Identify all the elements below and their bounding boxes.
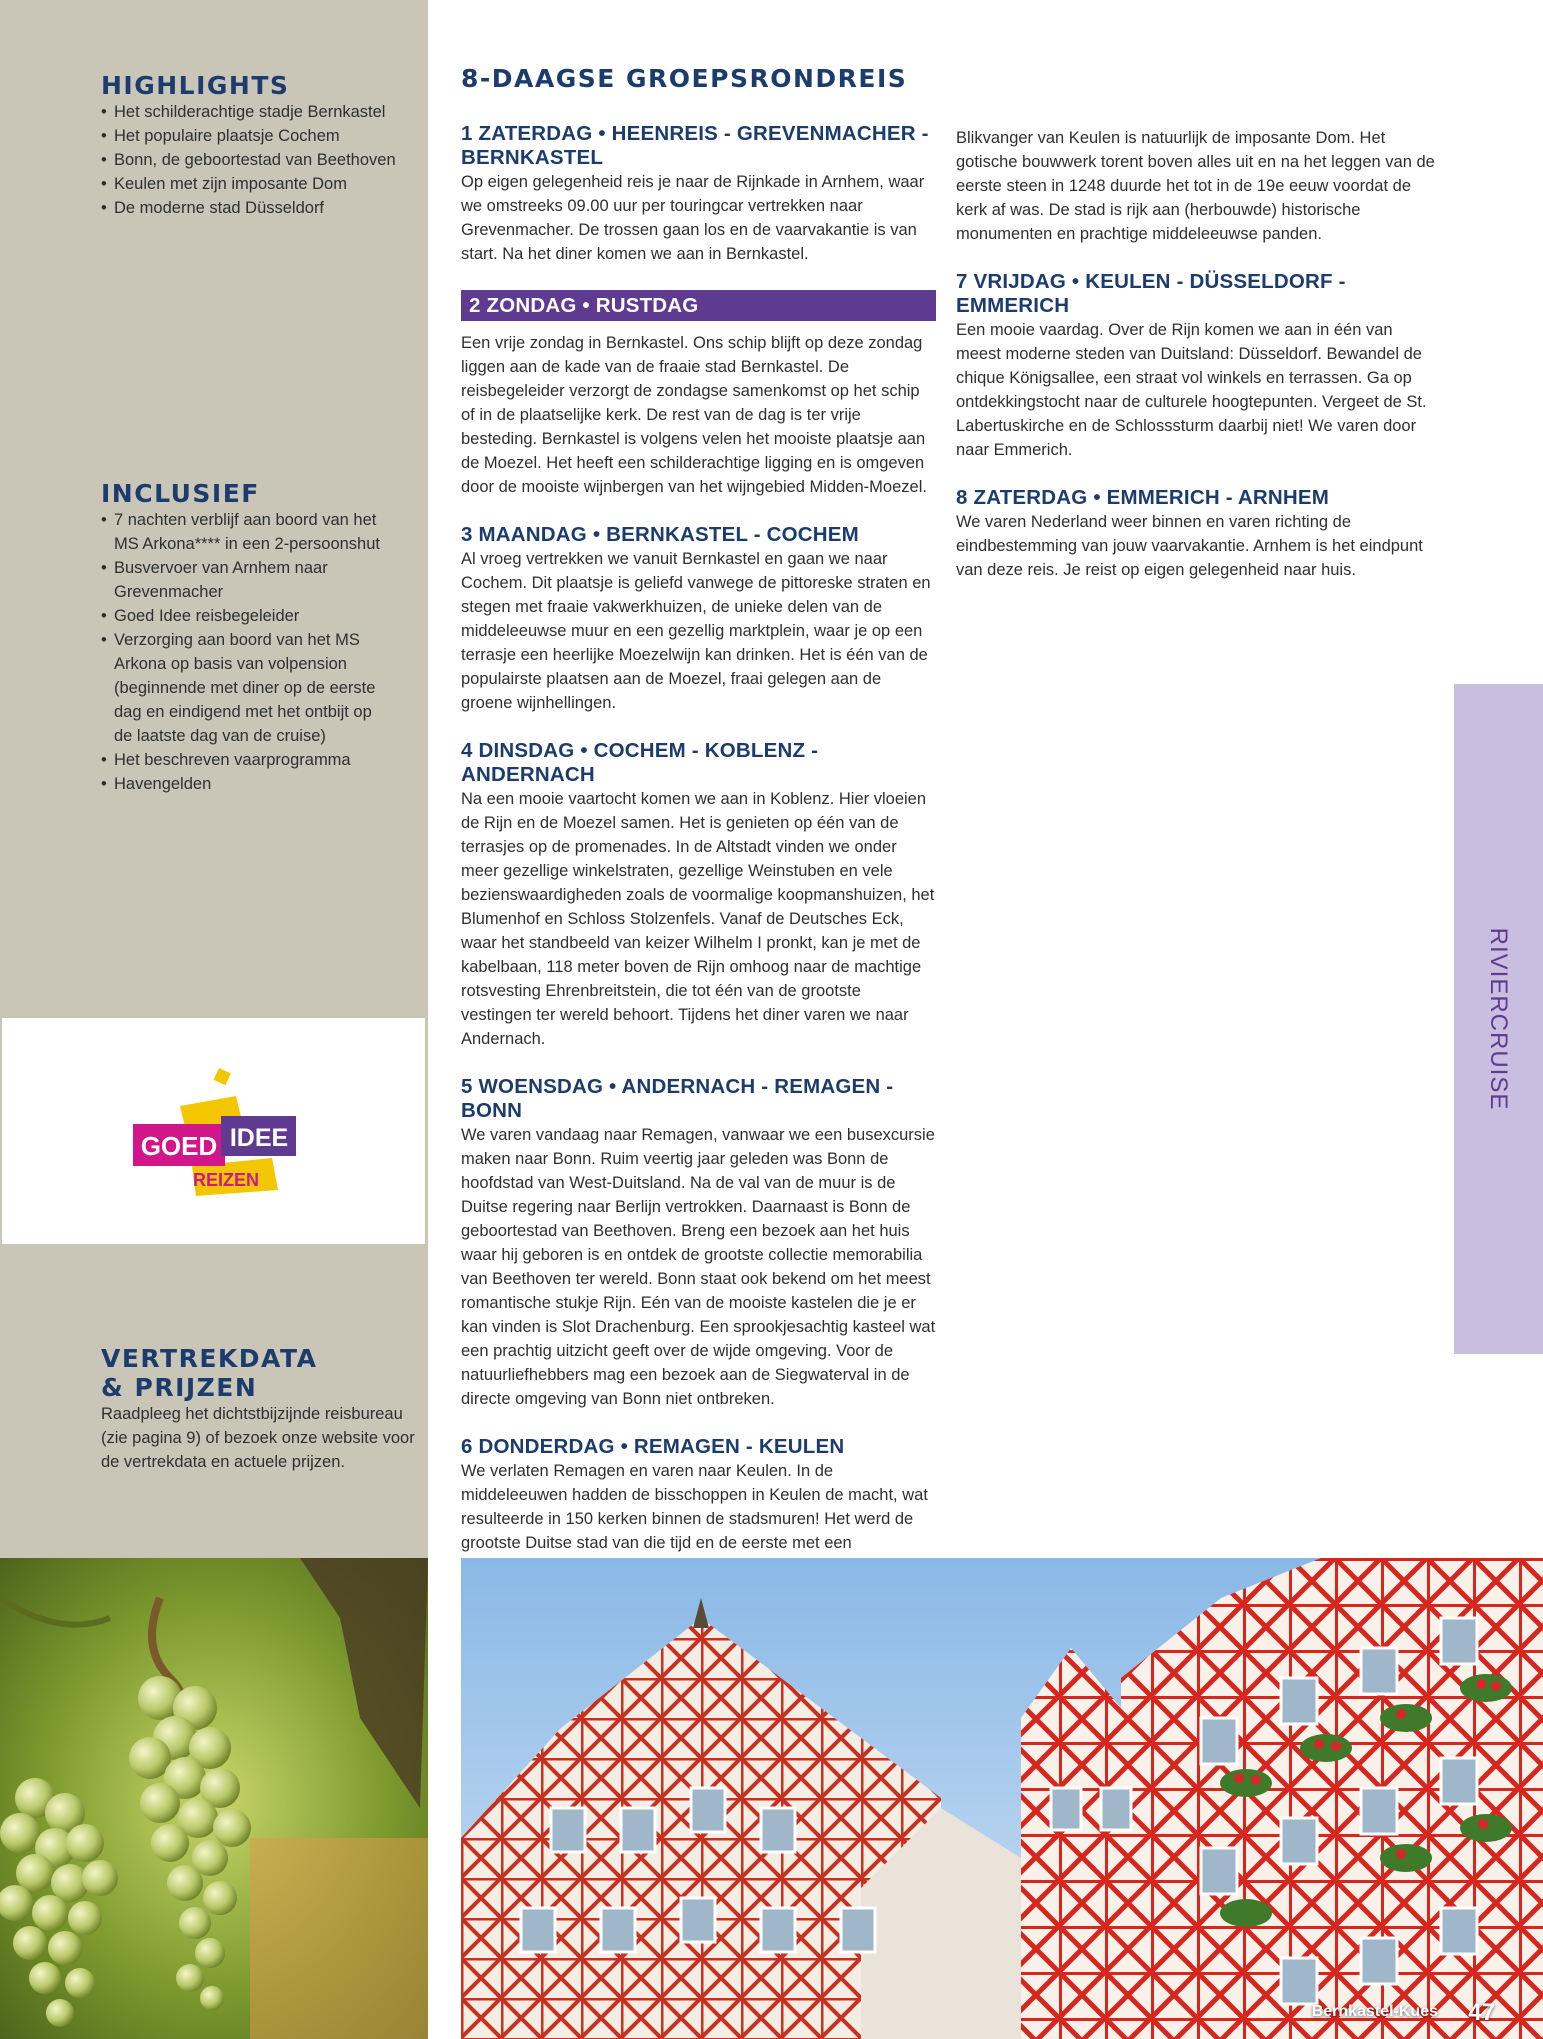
photo-caption: Bernkastel-Kues (1311, 2003, 1438, 2020)
page-title: 8-DAAGSE GROEPSRONDREIS (461, 64, 908, 93)
logo-reizen: REIZEN (192, 1170, 260, 1190)
list-item: • Busvervoer van Arnhem naar Grevenmacher (101, 556, 386, 604)
day-1-title: 1 ZATERDAG • HEENREIS - GREVENMACHER - BERNKASTEL (461, 122, 929, 169)
day-2 (461, 290, 936, 499)
day-8-title: 8 ZATERDAG • EMMERICH - ARNHEM (956, 486, 1330, 509)
day-6-title: 6 DONDERDAG • REMAGEN - KEULEN (461, 1435, 845, 1458)
section-tab-label: RIVIERCRUISE (1485, 927, 1512, 1111)
list-item: • Het beschreven vaarprogramma (101, 748, 386, 772)
day-1-text: Op eigen gelegenheid reis je naar de Rijnkade in Arnhem, waar we omstreeks 09.00 uur per touringcar vertrekken naar Grevenmacher. De trossen gaan los en de vaarvakantie is van start. Na het diner komen we aan in Bernkastel. (461, 173, 925, 263)
list-item: • De moderne stad Düsseldorf (101, 196, 411, 220)
inclusief-heading: INCLUSIEF (101, 479, 260, 508)
day-7-text: Een mooie vaardag. Over de Rijn komen we aan in één van meest moderne steden van Duitsland: Düsseldorf. Bewandel de chique Königsallee, een straat vol winkels en terrassen. Ga op ontdekkingstocht naar de culturele hoogtepunten. Vergeet de St. Labertuskirche en de Schlosssturm daarbij niet! We varen door naar Emmerich. (956, 321, 1427, 459)
section-tab (1454, 684, 1543, 1354)
vertrekdata-heading: VERTREKDATA & PRIJZEN (101, 1344, 318, 1402)
day-8 (956, 486, 1436, 582)
day-4-text: Na een mooie vaartocht komen we aan in Koblenz. Hier vloeien de Rijn en de Moezel samen. Het is genieten op één van de terrasjes op de promenades. In de Altstadt vinden we onder meer gezellige winkelstraten, gezellige Weinstuben en vele bezienswaardigheden zoals de voormalige koopmanshuizen, het Blumenhof en Schloss Stolzenfels. Vanaf de Deutsches Eck, waar het standbeeld van keizer Wilhelm I pronkt, kan je met de kabelbaan, 118 meter boven de Rijn omhoog naar de machtige rotsvesting Ehrenbreitstein, die tot één van de grootste vestingen ter wereld behoort. Tijdens het diner varen we naar Andernach. (461, 790, 935, 1048)
logo-goed: GOED (140, 1131, 218, 1161)
list-item: • Goed Idee reisbegeleider (101, 604, 386, 628)
day-6-continued-text: Blikvanger van Keulen is natuurlijk de imposante Dom. Het gotische bouwwerk torent boven alles uit en na het leggen van de eerste steen in 1248 duurde het tot in de 19e eeuw voordat de kerk af was. De stad is rijk aan (herbouwde) historische monumenten en prachtige middeleeuwse panden. (956, 129, 1435, 243)
vertrekdata-section (101, 1344, 416, 1474)
vertrekdata-text: Raadpleeg het dichtstbijzijnde reisbureau (zie pagina 9) of bezoek onze website voor de vertrekdata en actuele prijzen. (101, 1405, 415, 1471)
day-3-text: Al vroeg vertrekken we vanuit Bernkastel en gaan we naar Cochem. Dit plaatsje is geliefd vanwege de pittoreske straten en stegen met fraaie vakwerkhuizen, de unieke delen van de middeleeuwse muur en een gezellig marktplein, waar je op een terrasje een heerlijke Moezelwijn kan drinken. Het is één van de populairste plaatsen aan de Moezel, fraai gelegen aan de groene wijnhellingen. (461, 550, 931, 712)
day-5-title: 5 WOENSDAG • ANDERNACH - REMAGEN - BONN (461, 1075, 894, 1122)
day-3-title: 3 MAANDAG • BERNKASTEL - COCHEM (461, 523, 859, 546)
day-6-continued (956, 126, 1436, 246)
list-item: • Havengelden (101, 772, 386, 796)
list-item: • Verzorging aan boord van het MS Arkona op basis van volpension (beginnende met diner op de eerste dag en eindigend met het ontbijt op de laatste dag van de cruise) (101, 628, 386, 748)
inclusief-list (101, 508, 386, 796)
list-item: • Het populaire plaatsje Cochem (101, 124, 411, 148)
highlights-list (101, 100, 411, 220)
highlights-section (101, 71, 411, 220)
day-4 (461, 739, 936, 1051)
list-item: • Keulen met zijn imposante Dom (101, 172, 411, 196)
goed-idee-logo (2, 1018, 425, 1244)
day-8-text: We varen Nederland weer binnen en varen richting de eindbestemming van jouw vaarvakantie. Arnhem is het eindpunt van deze reis. Je reist op eigen gelegenheid naar huis. (956, 513, 1423, 579)
grapes-photo (0, 1558, 428, 2039)
list-item: • Bonn, de geboortestad van Beethoven (101, 148, 411, 172)
right-column (956, 126, 1436, 606)
left-column (461, 122, 936, 1603)
list-item: • Het schilderachtige stadje Bernkastel (101, 100, 411, 124)
day-4-title: 4 DINSDAG • COCHEM - KOBLENZ - ANDERNACH (461, 739, 819, 786)
half-timbered-houses-photo (461, 1558, 1543, 2039)
day-3 (461, 523, 936, 715)
day-7-title: 7 VRIJDAG • KEULEN - DÜSSELDORF - EMMERICH (956, 270, 1346, 317)
day-7 (956, 270, 1436, 462)
highlights-heading: HIGHLIGHTS (101, 71, 290, 100)
page-number: 47 (1468, 1999, 1495, 2026)
day-6-text: We verlaten Remagen en varen naar Keulen. In de middeleeuwen hadden de bisschoppen in Keulen de macht, wat resulteerde in 150 kerken binnen de stadsmuren! Het werd de grootste Duitse stad van die tijd en de eerste met een (461, 1462, 928, 1552)
day-5-text: We varen vandaag naar Remagen, vanwaar we een busexcursie maken naar Bonn. Ruim veertig jaar geleden was Bonn de hoofdstad van West-Duitsland. Na de val van de muur is de Duitse regering naar Berlijn vertrokken. Daarnaast is Bonn de geboortestad van Beethoven. Breng een bezoek aan het huis waar hij geboren is en ontdek de grootste collectie memorabilia van Beethoven ter wereld. Bonn staat ook bekend om het meest romantische stukje Rijn. Eén van de mooiste kastelen die je er kan vinden is Slot Drachenburg. Een sprookjesachtig kasteel wat een prachtig uitzicht geeft over de wijde omgeving. Voor de natuurliefhebbers mag een bezoek aan de Siegwaterval in de directe omgeving van Bonn niet ontbreken. (461, 1126, 936, 1408)
day-2-title: 2 ZONDAG • RUSTDAG (461, 290, 936, 321)
logo-idee: IDEE (229, 1124, 289, 1152)
list-item: • 7 nachten verblijf aan boord van het MS Arkona**** in een 2-persoonshut (101, 508, 386, 556)
day-5 (461, 1075, 936, 1411)
goed-idee-logo-box (2, 1018, 425, 1244)
day-2-text: Een vrije zondag in Bernkastel. Ons schip blijft op deze zondag liggen aan de kade van de fraaie stad Bernkastel. De reisbegeleider verzorgt de zondagse samenkomst op het schip of in de plaatselijke kerk. De rest van de dag is ter vrije besteding. Bernkastel is volgens velen het mooiste plaatsje aan de Moezel. Het heeft een schilderachtige ligging en is omgeven door de mooiste wijnbergen van het wijngebied Midden-Moezel. (461, 334, 927, 496)
inclusief-section (101, 479, 386, 796)
day-1 (461, 122, 936, 266)
